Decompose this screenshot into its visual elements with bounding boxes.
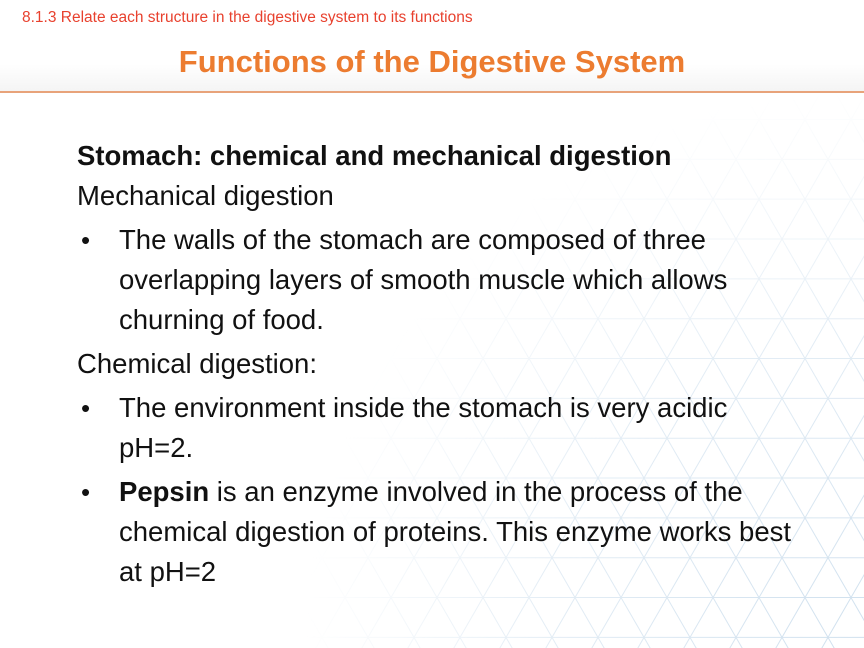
bullet-text: The environment inside the stomach is very acidic pH=2. [119,392,728,463]
bullet-icon: • [81,477,91,507]
pepsin-term: Pepsin [119,476,210,507]
section-heading: Stomach: chemical and mechanical digestion [77,140,672,171]
mechanical-digestion-label: Mechanical digestion [77,180,334,211]
mechanical-bullet-list [77,220,797,340]
bullet-text: The walls of the stomach are composed of three overlapping layers of smooth muscle which allows churning of food. [119,224,728,335]
chemical-digestion-label: Chemical digestion: [77,348,317,379]
learning-objective: 8.1.3 Relate each structure in the digestive system to its functions [22,9,473,26]
bullet-icon: • [81,225,91,255]
bullet-icon: • [81,393,91,423]
bullet-text: is an enzyme involved in the process of the chemical digestion of proteins. This enzyme works best at pH=2 [119,476,792,587]
header-divider [0,91,864,93]
list-item [77,220,797,340]
list-item [77,472,797,592]
chemical-bullet-list [77,388,797,592]
slide-body [77,136,797,596]
list-item [77,388,797,468]
page-title: Functions of the Digestive System [178,44,686,79]
